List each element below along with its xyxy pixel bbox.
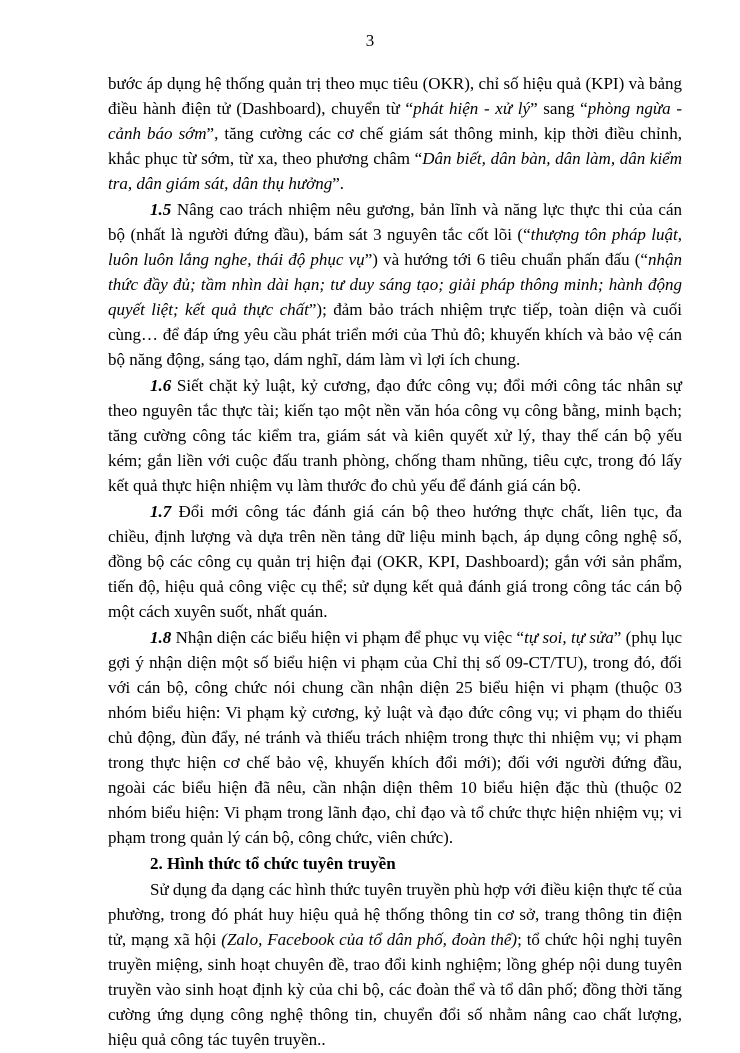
- text-run: ”) và hướng tới 6 tiêu chuẩn phấn đấu (“: [364, 250, 648, 269]
- text-run: Sử dụng đa dạng các hình thức tuyên truyền phù hợp với điều kiện thực tế của phường, trong đó phát huy hiệu quả hệ thống thông tin cơ sở, trang thông tin điện tử, mạng xã hội: [108, 880, 682, 949]
- paragraph: [108, 71, 682, 196]
- text-run: thượng tôn pháp luật, luôn luôn lắng nghe, thái độ phục vụ: [108, 225, 682, 269]
- paragraph: [108, 499, 682, 624]
- text-run: ” (phụ lục gợi ý nhận diện một số biểu hiện vi phạm của Chỉ thị số 09-CT/TU), trong đó, đối với cán bộ, công chức nói chung cần nhận diện 25 biểu hiện vi phạm (thuộc 03 nhóm biểu hiện: Vi phạm kỷ cương, kỷ luật và đạo đức công vụ; vi phạm do thiếu chủ động, đùn đẩy, né tránh và thiếu trách nhiệm trong thực thi nhiệm vụ; vi phạm trong thực hiện cơ chế bảo vệ, khuyến khích đổi mới); đối với người đứng đầu, ngoài các biểu hiện đã nêu, cần nhận diện thêm 10 biểu hiện đặc thù (thuộc 02 nhóm biểu hiện: Vi phạm trong lãnh đạo, chỉ đạo và tổ chức thực hiện nhiệm vụ; vi phạm trong quản lý cán bộ, công chức, viên chức).: [108, 628, 682, 847]
- text-run: Dân biết, dân bàn, dân làm, dân kiểm tra, dân giám sát, dân thụ hưởng: [108, 149, 682, 193]
- text-run: phòng ngừa - cảnh báo sớm: [108, 99, 682, 143]
- text-run: bước áp dụng hệ thống quản trị theo mục tiêu (OKR), chỉ số hiệu quả (KPI) và bảng điều hành điện tử (Dashboard), chuyển từ “: [108, 74, 682, 118]
- text-run: 1.7: [150, 502, 172, 521]
- text-run: tự soi, tự sửa: [524, 628, 614, 647]
- text-run: 2. Hình thức tổ chức tuyên truyền: [150, 854, 396, 873]
- text-run: 1.5: [150, 200, 172, 219]
- text-run: 1.8: [150, 628, 172, 647]
- paragraph: [108, 197, 682, 372]
- section-heading: [108, 851, 682, 876]
- text-run: ”.: [332, 174, 345, 193]
- text-run: ; tổ chức hội nghị tuyên truyền miệng, sinh hoạt chuyên đề, trao đổi kinh nghiệm; lồng ghép nội dung tuyên truyền vào sinh hoạt định kỳ của chi bộ, các đoàn thể và tổ dân phố; đồng thời tăng cường ứng dụng công nghệ thông tin, chuyển đổi số nhằm nâng cao chất lượng, hiệu quả công tác tuyên truyền..: [108, 930, 683, 1049]
- text-run: Siết chặt kỷ luật, kỷ cương, đạo đức công vụ; đổi mới công tác nhân sự theo nguyên tắc thực tài; kiến tạo một nền văn hóa công vụ công bằng, minh bạch; tăng cường công tác kiểm tra, giám sát và kiên quyết xử lý, thay thế cán bộ yếu kém; gắn liền với cuộc đấu tranh phòng, chống tham nhũng, tiêu cực, trong đó lấy kết quả thực hiện nhiệm vụ làm thước đo chủ yếu để đánh giá cán bộ.: [108, 376, 682, 495]
- text-run: Đổi mới công tác đánh giá cán bộ theo hướng thực chất, liên tục, đa chiều, định lượng và dựa trên nền tảng dữ liệu minh bạch, áp dụng công nghệ số, đồng bộ các công cụ quản trị hiện đại (OKR, KPI, Dashboard); gắn với sản phẩm, tiến độ, hiệu quả công việc cụ thể; sử dụng kết quả đánh giá trong công tác cán bộ một cách xuyên suốt, nhất quán.: [108, 502, 682, 621]
- page-number: 3: [365, 31, 375, 50]
- paragraph: [108, 877, 682, 1052]
- text-run: (Zalo, Facebook của tổ dân phố, đoàn thể): [221, 930, 518, 949]
- text-run: Nâng cao trách nhiệm nêu gương, bản lĩnh và năng lực thực thi của cán bộ (nhất là người đứng đầu), bám sát 3 nguyên tắc cốt lõi (“: [108, 200, 682, 244]
- paragraph: [108, 373, 682, 498]
- text-run: phát hiện - xử lý: [413, 99, 531, 118]
- text-run: ” sang “: [530, 99, 588, 118]
- text-run: nhận thức đầy đủ; tầm nhìn dài hạn; tư duy sáng tạo; giải pháp thông minh; hành động quyết liệt; kết quả thực chất: [108, 250, 682, 319]
- text-run: ”, tăng cường các cơ chế giám sát thông minh, kịp thời điều chỉnh, khắc phục từ sớm, từ xa, theo phương châm “: [108, 124, 682, 168]
- text-run: 1.6: [150, 376, 172, 395]
- document-body: [108, 71, 682, 1053]
- text-run: Nhận diện các biểu hiện vi phạm để phục vụ việc “: [171, 628, 525, 647]
- paragraph: [108, 625, 682, 850]
- text-run: ”); đảm bảo trách nhiệm trực tiếp, toàn diện và cuối cùng… để đáp ứng yêu cầu phát triển mới của Thủ đô; khuyến khích và bảo vệ cán bộ năng động, sáng tạo, dám nghĩ, dám làm vì lợi ích chung.: [108, 300, 682, 369]
